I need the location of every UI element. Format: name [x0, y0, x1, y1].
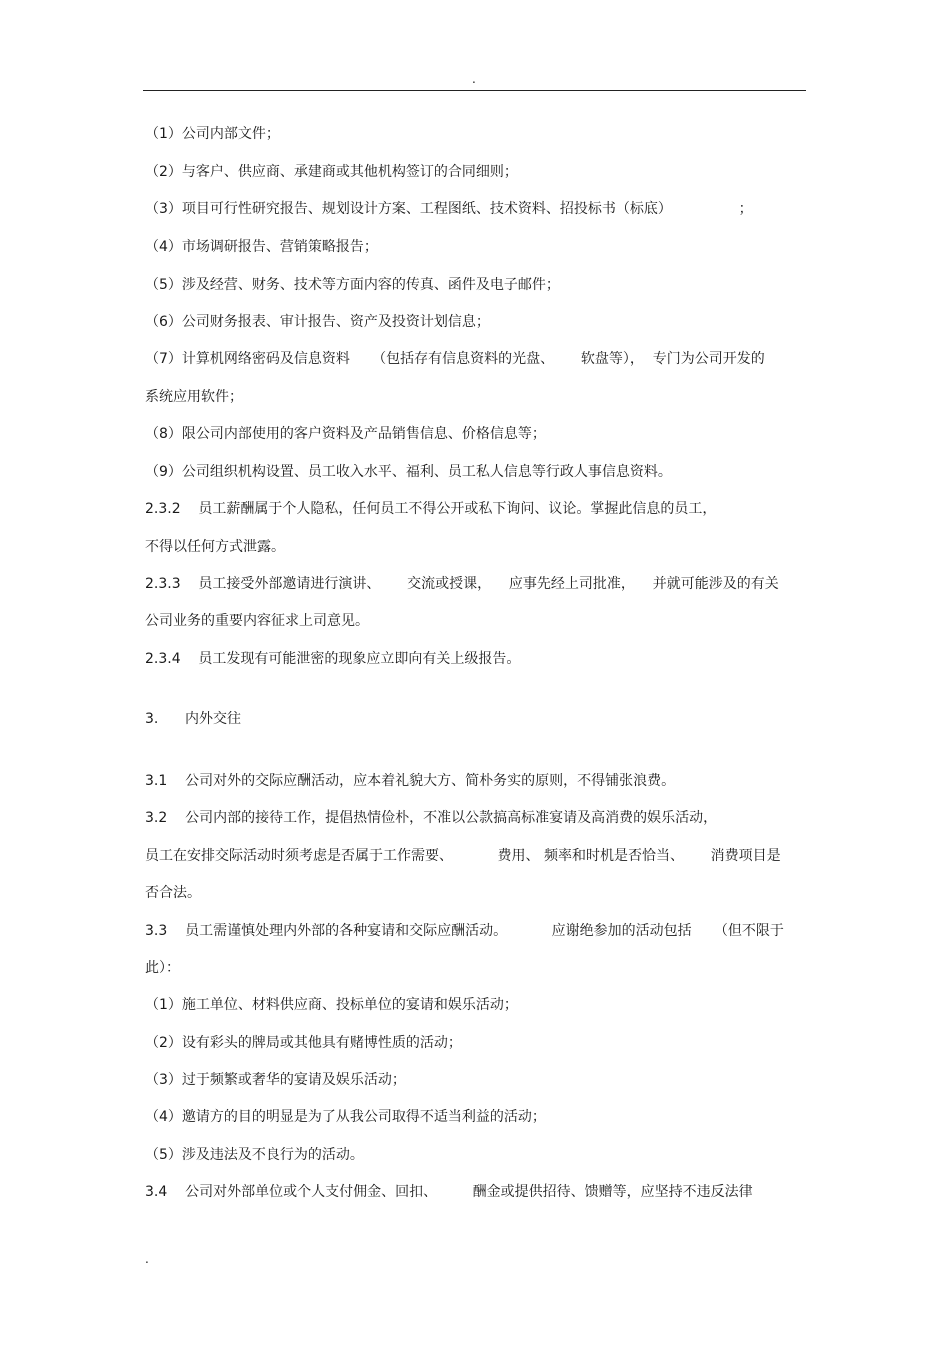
text-line: 系统应用软件；	[145, 389, 243, 405]
section-3-1: 3.1 公司对外的交际应酬活动，应本着礼貌大方、简朴务实的原则，不得铺张浪费。	[145, 773, 676, 789]
text-line: （2）与客户、供应商、承建商或其他机构签订的合同细则；	[145, 164, 518, 180]
text-line: （1）公司内部文件；	[145, 126, 280, 142]
text-line: 员工在安排交际活动时须考虑是否属于工作需要、 费用、 频率和时机是否恰当、 消费项目是	[145, 848, 781, 864]
section-3-4: 3.4 公司对外部单位或个人支付佣金、回扣、 酬金或提供招待、馈赠等，应坚持不违反法律	[145, 1184, 753, 1200]
text-line: （5）涉及经营、财务、技术等方面内容的传真、函件及电子邮件；	[145, 277, 560, 293]
text-line: 公司业务的重要内容征求上司意见。	[145, 613, 369, 629]
text-line: （2）设有彩头的牌局或其他具有赌博性质的活动；	[145, 1035, 462, 1051]
footer-dot: .	[145, 1252, 149, 1266]
section-3-3: 3.3 员工需谨慎处理内外部的各种宴请和交际应酬活动。 应谢绝参加的活动包括 （但不限于	[145, 923, 784, 939]
section-2-3-2: 2.3.2 员工薪酬属于个人隐私，任何员工不得公开或私下询问、议论。掌握此信息的员工，	[145, 501, 717, 517]
header-dot: .	[472, 72, 476, 86]
header-rule	[143, 90, 806, 91]
text-line: （9）公司组织机构设置、员工收入水平、福利、员工私人信息等行政人事信息资料。	[145, 464, 672, 480]
text-line: （4）邀请方的目的明显是为了从我公司取得不适当利益的活动；	[145, 1109, 546, 1125]
text-line: （6）公司财务报表、审计报告、资产及投资计划信息；	[145, 314, 490, 330]
text-line: （7）计算机网络密码及信息资料 （包括存有信息资料的光盘、 软盘等）， 专门为公司开发的	[145, 351, 765, 367]
text-line: （1）施工单位、材料供应商、投标单位的宴请和娱乐活动；	[145, 997, 518, 1013]
text-line: （3）项目可行性研究报告、规划设计方案、工程图纸、技术资料、招投标书（标底） ；	[145, 201, 753, 217]
section-heading-3: 3. 内外交往	[145, 711, 242, 727]
section-2-3-3: 2.3.3 员工接受外部邀请进行演讲、 交流或授课， 应事先经上司批准， 并就可能涉及的有关	[145, 576, 779, 592]
text-line: （8）限公司内部使用的客户资料及产品销售信息、价格信息等；	[145, 426, 546, 442]
text-line: （5）涉及违法及不良行为的活动。	[145, 1147, 364, 1163]
text-line: （3）过于频繁或奢华的宴请及娱乐活动；	[145, 1072, 406, 1088]
text-line: （4）市场调研报告、营销策略报告；	[145, 239, 378, 255]
text-line: 此）：	[145, 960, 180, 976]
text-line: 否合法。	[145, 885, 201, 901]
section-3-2: 3.2 公司内部的接待工作，提倡热情俭朴，不准以公款搞高标准宴请及高消费的娱乐活动，	[145, 810, 718, 826]
text-line: 不得以任何方式泄露。	[145, 539, 285, 555]
section-2-3-4: 2.3.4 员工发现有可能泄密的现象应立即向有关上级报告。	[145, 651, 521, 667]
